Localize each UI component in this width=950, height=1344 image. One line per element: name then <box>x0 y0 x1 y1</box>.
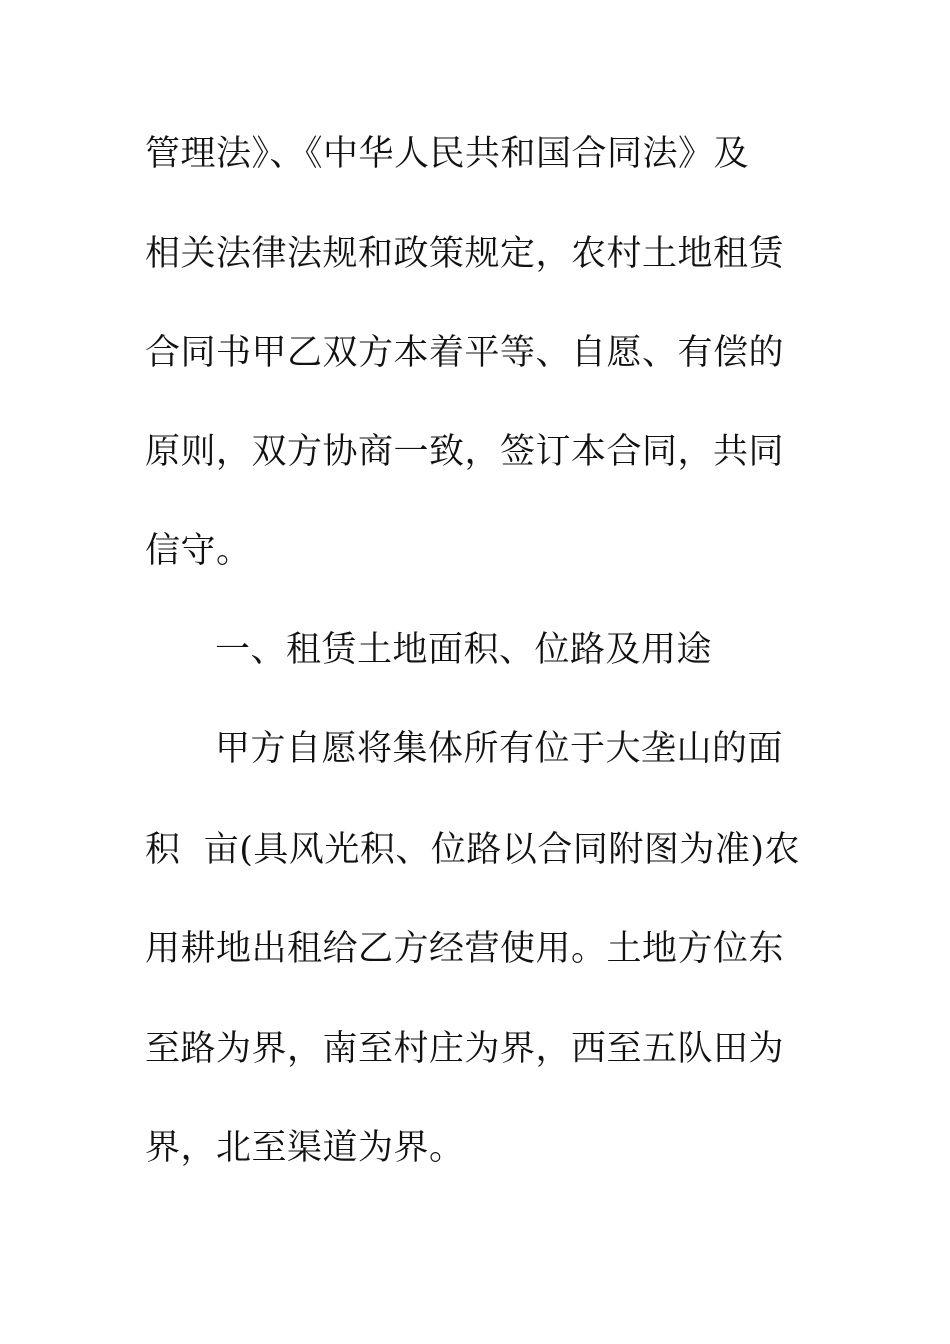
paragraph-2-line-3: 用耕地出租给乙方经营使用。土地方位东 <box>145 929 785 969</box>
paragraph-2-line-1: 甲方自愿将集体所有位于大垄山的面 <box>215 729 784 769</box>
paragraph-1-line-1: 管理法》、《中华人民共和国合同法》及 <box>145 134 750 174</box>
paragraph-2-line-2: 积 亩(具风光积、位路以合同附图为准)农 <box>145 830 801 870</box>
paragraph-2-line-4: 至路为界，南至村庄为界，西至五队田为 <box>145 1029 785 1069</box>
paragraph-1-line-5: 信守。 <box>145 531 252 571</box>
section-heading: 一、租赁土地面积、位路及用途 <box>215 630 713 670</box>
paragraph-1-line-3: 合同书甲乙双方本着平等、自愿、有偿的 <box>145 333 785 373</box>
paragraph-2-line-5: 界，北至渠道为界。 <box>145 1128 465 1168</box>
paragraph-1-line-4: 原则，双方协商一致，签订本合同，共同 <box>145 432 785 472</box>
paragraph-1-line-2: 相关法律法规和政策规定，农村土地租赁 <box>145 234 785 274</box>
